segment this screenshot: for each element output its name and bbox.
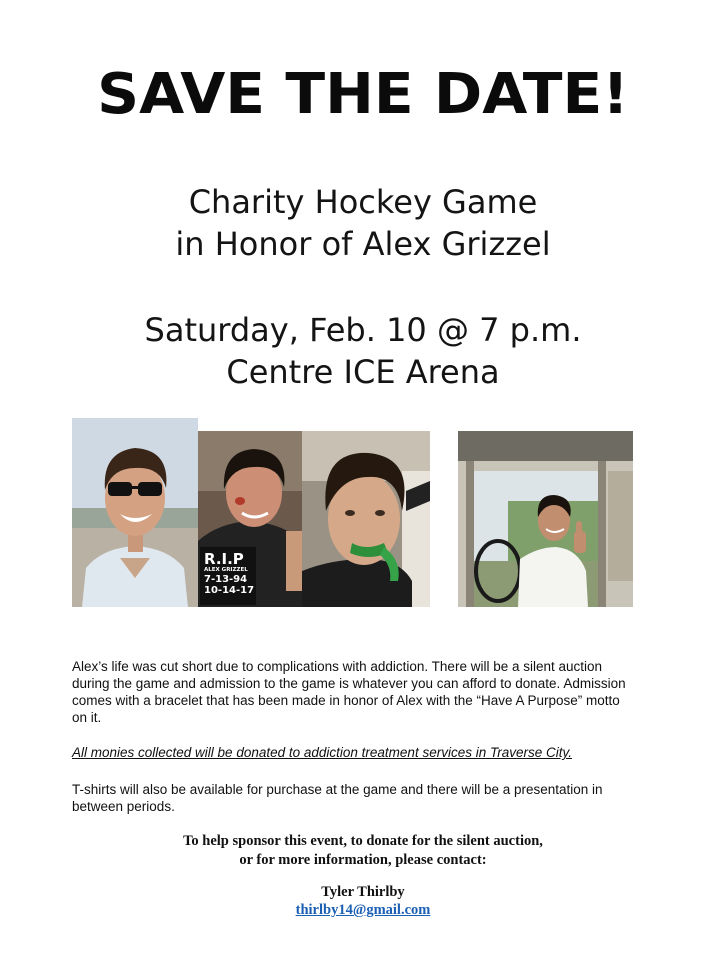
- photo-sunglasses: [72, 418, 198, 607]
- headline: SAVE THE DATE!: [97, 62, 629, 127]
- contact-name: Tyler Thirlby: [321, 884, 405, 900]
- event-details: [0, 309, 726, 393]
- donation-note: All monies collected will be donated to addiction treatment services in Traverse City.: [72, 745, 572, 760]
- photo-golf-cart: [458, 431, 633, 607]
- photo-mouthguard: [302, 431, 430, 607]
- photo-hockey-rip: [198, 431, 302, 607]
- event-title-line2: in Honor of Alex Grizzel: [175, 225, 551, 263]
- event-title: [0, 181, 726, 265]
- contact-line1: To help sponsor this event, to donate for the silent auction,: [183, 833, 543, 849]
- tshirt-paragraph: T-shirts will also be available for purchase at the game and there will be a presentation in between periods.: [72, 782, 603, 814]
- event-venue: Centre ICE Arena: [226, 353, 500, 391]
- contact-line2: or for more information, please contact:: [239, 852, 487, 868]
- event-date: Saturday, Feb. 10 @ 7 p.m.: [144, 311, 582, 349]
- description-paragraph: Alex’s life was cut short due to complications with addiction. There will be a silent auction during the game and admission to the game is whatever you can afford to donate. Admission comes with a bracelet that has been made in honor of Alex with the “Have A Purpose” motto on it.: [72, 659, 626, 725]
- photo-collage: [72, 418, 633, 607]
- rip-overlay: [204, 551, 256, 596]
- contact-email-link[interactable]: thirlby14@gmail.com: [295, 902, 431, 918]
- rip-death-date: 10-14-17: [204, 585, 255, 596]
- rip-name: ALEX GRIZZEL: [204, 567, 248, 573]
- event-title-line1: Charity Hockey Game: [188, 183, 538, 221]
- rip-birth-date: 7-13-94: [204, 574, 248, 585]
- rip-title: R.I.P: [204, 550, 244, 568]
